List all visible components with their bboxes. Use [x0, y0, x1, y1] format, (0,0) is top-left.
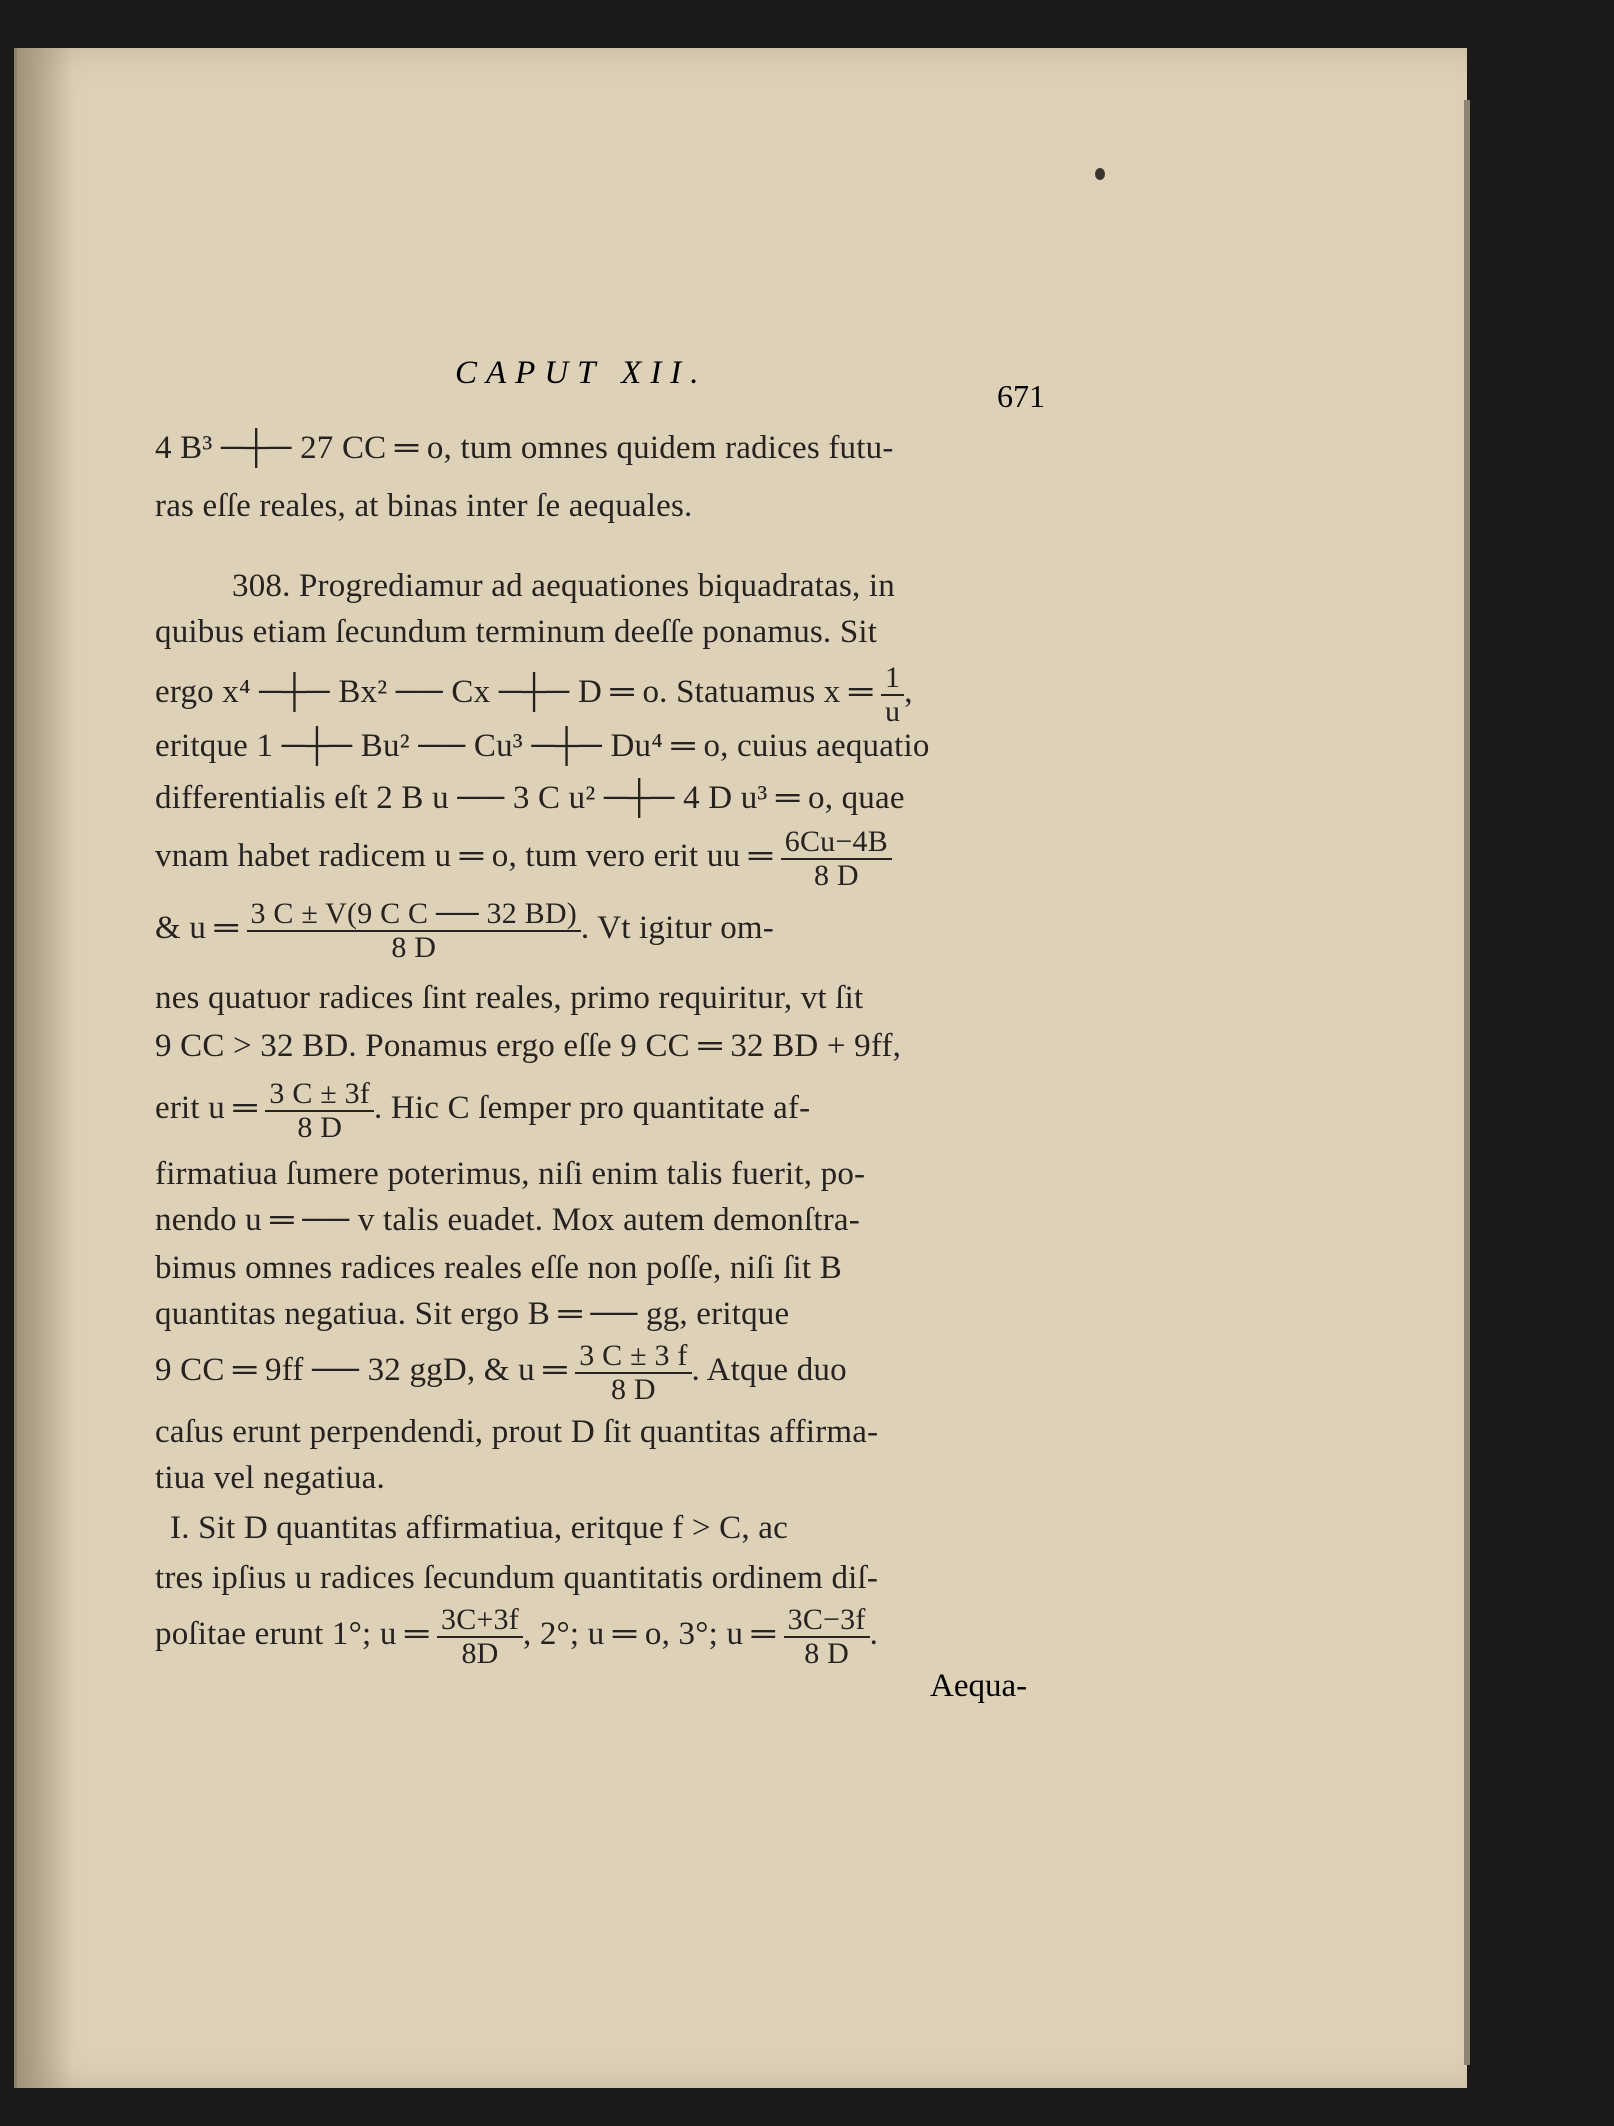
text-line: quibus etiam ſecundum terminum deeſſe ponamus. Sit — [155, 614, 878, 650]
equation-line: & u ═ $\frac{\text{3 C ± V(9 C C ── 32 BD)}}{8 D}$ . Vt igitur om- — [155, 897, 774, 964]
fraction: $\frac{\text{3 C ± V(9 C C ── 32 BD)}}{8 D}$ — [247, 898, 581, 963]
catchword: Aequa- — [930, 1668, 1028, 1704]
text-line: quantitas negatiua. Sit ergo B ═ ── gg, eritque — [155, 1296, 790, 1332]
text-line: 9 CC > 32 BD. Ponamus ergo eſſe 9 CC ═ 32 BD + 9ff, — [155, 1028, 902, 1064]
text-line: ras eſſe reales, at binas inter ſe aequales. — [155, 488, 693, 524]
text-line: tiua vel negatiua. — [155, 1460, 385, 1496]
equation-line: vnam habet radicem u ═ o, tum vero erit uu ═ $\frac{6Cu-4B}{8 D}$ — [155, 826, 892, 891]
equation-line: 9 CC ═ 9ff ── 32 ggD, & u ═ $\frac{3 C \pm 3 f}{8 D}$ . Atque duo — [155, 1339, 847, 1406]
fraction: $\frac{3 C \pm 3f}{8 D}$ — [265, 1078, 374, 1143]
page-number: 671 — [997, 378, 1045, 414]
fraction: $\frac{3 C \pm 3 f}{8 D}$ — [575, 1340, 691, 1405]
equation-line: poſitae erunt 1°; u ═ $\frac{3C+3f}{8D}$ , 2°; u ═ o, 3°; u ═ $\frac{3C-3f}{8 D}$ . — [155, 1603, 879, 1670]
text-line: nendo u ═ ── v talis euadet. Mox autem demonſtra- — [155, 1202, 860, 1238]
text-line: 4 B³ ─┼─ 27 CC ═ o, tum omnes quidem radices futu- — [155, 430, 894, 466]
fraction: $\frac{3C+3f}{8D}$ — [437, 1604, 523, 1669]
text-line: nes quatuor radices ſint reales, primo requiritur, vt ſit — [155, 980, 864, 1016]
text-line: eritque 1 ─┼─ Bu² ── Cu³ ─┼─ Du⁴ ═ o, cuius aequatio — [155, 728, 930, 764]
fraction: $\frac{6Cu-4B}{8 D}$ — [781, 826, 892, 891]
equation-line: ergo x⁴ ─┼─ Bx² ── Cx ─┼─ D ═ o. Statuamus x ═ $\frac{1}{u}$ , — [155, 661, 913, 728]
fraction: $\frac{3C-3f}{8 D}$ — [784, 1604, 870, 1669]
text-line: differentialis eſt 2 B u ── 3 C u² ─┼─ 4 D u³ ═ o, quae — [155, 780, 905, 816]
paragraph-start: I. Sit D quantitas affirmatiua, eritque f > C, ac — [170, 1510, 788, 1546]
text-line: firmatiua ſumere poterimus, niſi enim talis fuerit, po- — [155, 1156, 866, 1192]
paragraph-start: 308. Progrediamur ad aequationes biquadratas, in — [232, 568, 895, 604]
fraction: $\frac{1}{u}$ — [881, 662, 904, 727]
text-line: tres ipſius u radices ſecundum quantitatis ordinem diſ- — [155, 1560, 879, 1596]
text-line: bimus omnes radices reales eſſe non poſſe, niſi ſit B — [155, 1250, 842, 1286]
equation-line: erit u ═ $\frac{3 C \pm 3f}{8 D}$ . Hic C ſemper pro quantitate af- — [155, 1077, 811, 1144]
running-head: CAPUT XII. — [455, 355, 708, 391]
text-line: caſus erunt perpendendi, prout D ſit quantitas affirma- — [155, 1414, 879, 1450]
